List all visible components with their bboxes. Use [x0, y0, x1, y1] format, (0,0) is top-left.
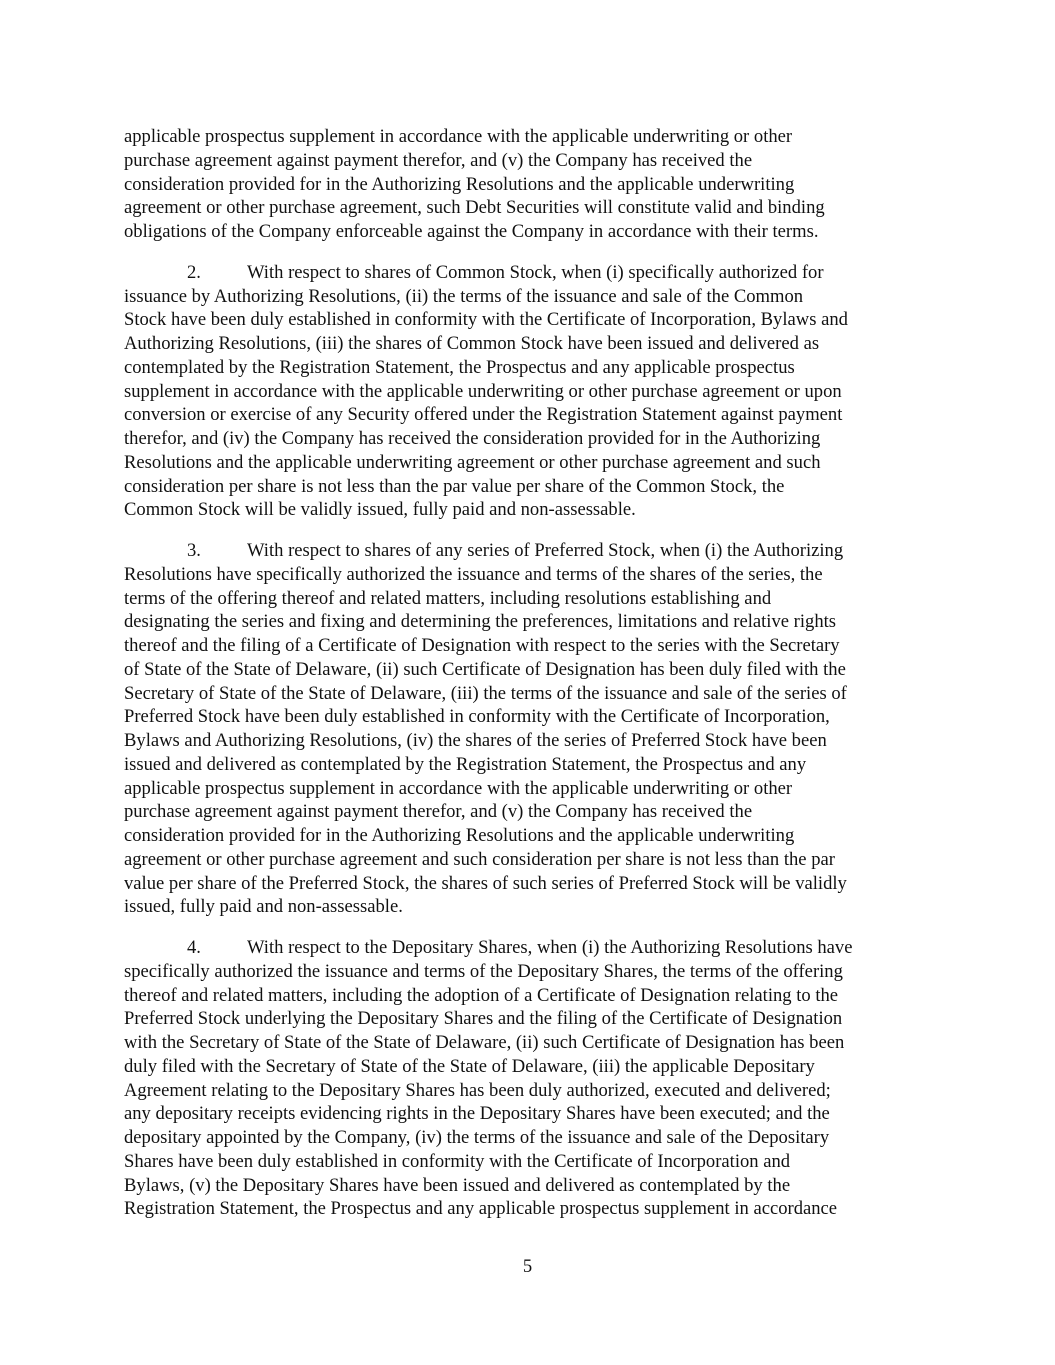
line-text: terms of the offering thereof and related matters, including resolutions establishing and: [124, 587, 772, 609]
paragraph-1: [124, 125, 939, 244]
line-text: depositary appointed by the Company, (iv) the terms of the issuance and sale of the Depositary: [124, 1127, 830, 1148]
text-line: [124, 587, 939, 611]
text-line: [124, 895, 939, 919]
text-line: [124, 261, 939, 285]
paragraph-3: [124, 539, 939, 919]
text-line: [124, 1150, 939, 1174]
text-line: [124, 173, 939, 197]
line-text: Agreement relating to the Depositary Shares has been duly authorized, executed and delivered;: [124, 1079, 831, 1101]
line-text: Common Stock will be validly issued, fully paid and non-assessable.: [124, 499, 636, 521]
line-text: purchase agreement against payment therefor, and (v) the Company has received the: [124, 801, 753, 823]
text-line: [124, 285, 939, 309]
line-text: obligations of the Company enforceable against the Company in accordance with their terms.: [124, 221, 819, 242]
text-line: [124, 1126, 939, 1150]
text-line: [124, 634, 939, 658]
paragraph-number: 4.: [187, 937, 201, 958]
line-text: specifically authorized the issuance and terms of the Depositary Shares, the terms of the offering: [124, 960, 843, 982]
line-text: supplement in accordance with the applicable underwriting or other purchase agreement or upon: [124, 380, 842, 402]
paragraph-number: 3.: [187, 540, 201, 561]
text-line: [124, 125, 939, 149]
line-text: With respect to shares of any series of Preferred Stock, when (i) the Authorizing: [247, 540, 844, 561]
text-line: [124, 777, 939, 801]
line-text: applicable prospectus supplement in accordance with the applicable underwriting or other: [124, 777, 793, 799]
text-line: [124, 1055, 939, 1079]
line-text: issued, fully paid and non-assessable.: [124, 896, 403, 918]
paragraph-2: [124, 261, 939, 522]
line-text: duly filed with the Secretary of State of the State of Delaware, (iii) the applicable Depositary: [124, 1055, 815, 1077]
text-line: [124, 658, 939, 682]
text-line: [124, 149, 939, 173]
text-line: [124, 563, 939, 587]
page-number: 5: [522, 1256, 533, 1277]
paragraph-4: [124, 936, 939, 1221]
line-text: agreement or other purchase agreement, such Debt Securities will constitute valid and binding: [124, 197, 825, 219]
text-line: [124, 1079, 939, 1103]
text-line: [124, 984, 939, 1008]
line-text: Preferred Stock have been duly established in conformity with the Certificate of Incorporation,: [124, 706, 830, 728]
text-line: [124, 451, 939, 475]
text-line: [124, 498, 939, 522]
line-text: contemplated by the Registration Statement, the Prospectus and any applicable prospectus: [124, 356, 795, 378]
line-text: with the Secretary of State of the State of Delaware, (ii) such Certificate of Designation has been: [124, 1032, 845, 1053]
text-line: [124, 848, 939, 872]
text-line: [124, 610, 939, 634]
paragraph-number: 2.: [187, 261, 201, 283]
text-line: [124, 1031, 939, 1055]
line-text: issuance by Authorizing Resolutions, (ii) the terms of the issuance and sale of the Common: [124, 285, 804, 307]
text-line: [124, 936, 939, 960]
line-text: Stock have been duly established in conformity with the Certificate of Incorporation, Bylaws and: [124, 309, 848, 331]
line-text: With respect to the Depositary Shares, when (i) the Authorizing Resolutions have: [247, 937, 853, 958]
line-text: Secretary of State of the State of Delaware, (iii) the terms of the issuance and sale of the series of: [124, 682, 847, 704]
text-line: [124, 380, 939, 404]
text-line: [124, 356, 939, 380]
text-line: [124, 960, 939, 984]
line-text: agreement or other purchase agreement and such consideration per share is not less than the par: [124, 848, 835, 870]
line-text: therefor, and (iv) the Company has received the consideration provided for in the Authorizing: [124, 428, 821, 449]
line-text: conversion or exercise of any Security offered under the Registration Statement against payment: [124, 404, 843, 426]
line-text: thereof and the filing of a Certificate of Designation with respect to the series with the Secretary: [124, 635, 840, 656]
line-text: Registration Statement, the Prospectus and any applicable prospectus supplement in accordance: [124, 1198, 838, 1220]
line-text: thereof and related matters, including the adoption of a Certificate of Designation relating to the: [124, 984, 839, 1006]
line-text: Resolutions and the applicable underwriting agreement or other purchase agreement and such: [124, 451, 821, 473]
text-line: [124, 1007, 939, 1031]
line-text: consideration per share is not less than the par value per share of the Common Stock, the: [124, 475, 785, 497]
line-text: issued and delivered as contemplated by the Registration Statement, the Prospectus and any: [124, 753, 807, 775]
text-line: [124, 403, 939, 427]
text-line: [124, 220, 939, 244]
text-line: [124, 539, 939, 563]
line-text: of State of the State of Delaware, (ii) such Certificate of Designation has been duly filed with the: [124, 658, 846, 680]
text-line: [124, 753, 939, 777]
text-line: [124, 824, 939, 848]
line-text: Resolutions have specifically authorized the issuance and terms of the shares of the series, the: [124, 563, 823, 585]
text-line: [124, 1174, 939, 1198]
line-text: purchase agreement against payment therefor, and (v) the Company has received the: [124, 149, 753, 171]
text-line: [124, 196, 939, 220]
line-text: Preferred Stock underlying the Depositary Shares and the filing of the Certificate of Designation: [124, 1008, 843, 1030]
text-line: [124, 800, 939, 824]
document-body: [124, 125, 939, 1238]
line-text: consideration provided for in the Authorizing Resolutions and the applicable underwriting: [124, 825, 795, 846]
line-text: value per share of the Preferred Stock, the shares of such series of Preferred Stock will be validly: [124, 872, 847, 894]
text-line: [124, 332, 939, 356]
line-text: Authorizing Resolutions, (iii) the shares of Common Stock have been issued and delivered as: [124, 333, 820, 354]
text-line: [124, 1102, 939, 1126]
line-text: With respect to shares of Common Stock, when (i) specifically authorized for: [247, 261, 824, 283]
text-line: [124, 872, 939, 896]
line-text: Bylaws, (v) the Depositary Shares have been issued and delivered as contemplated by the: [124, 1174, 791, 1196]
text-line: [124, 475, 939, 499]
text-line: [124, 308, 939, 332]
line-text: Shares have been duly established in conformity with the Certificate of Incorporation and: [124, 1150, 791, 1172]
text-line: [124, 427, 939, 451]
line-text: any depositary receipts evidencing rights in the Depositary Shares have been executed; and the: [124, 1103, 830, 1125]
text-line: [124, 729, 939, 753]
line-text: applicable prospectus supplement in accordance with the applicable underwriting or other: [124, 126, 793, 147]
text-line: [124, 682, 939, 706]
text-line: [124, 1197, 939, 1221]
line-text: consideration provided for in the Authorizing Resolutions and the applicable underwriting: [124, 173, 795, 195]
line-text: Bylaws and Authorizing Resolutions, (iv) the shares of the series of Preferred Stock have been: [124, 730, 827, 751]
text-line: [124, 705, 939, 729]
line-text: designating the series and fixing and determining the preferences, limitations and relative rights: [124, 611, 837, 633]
